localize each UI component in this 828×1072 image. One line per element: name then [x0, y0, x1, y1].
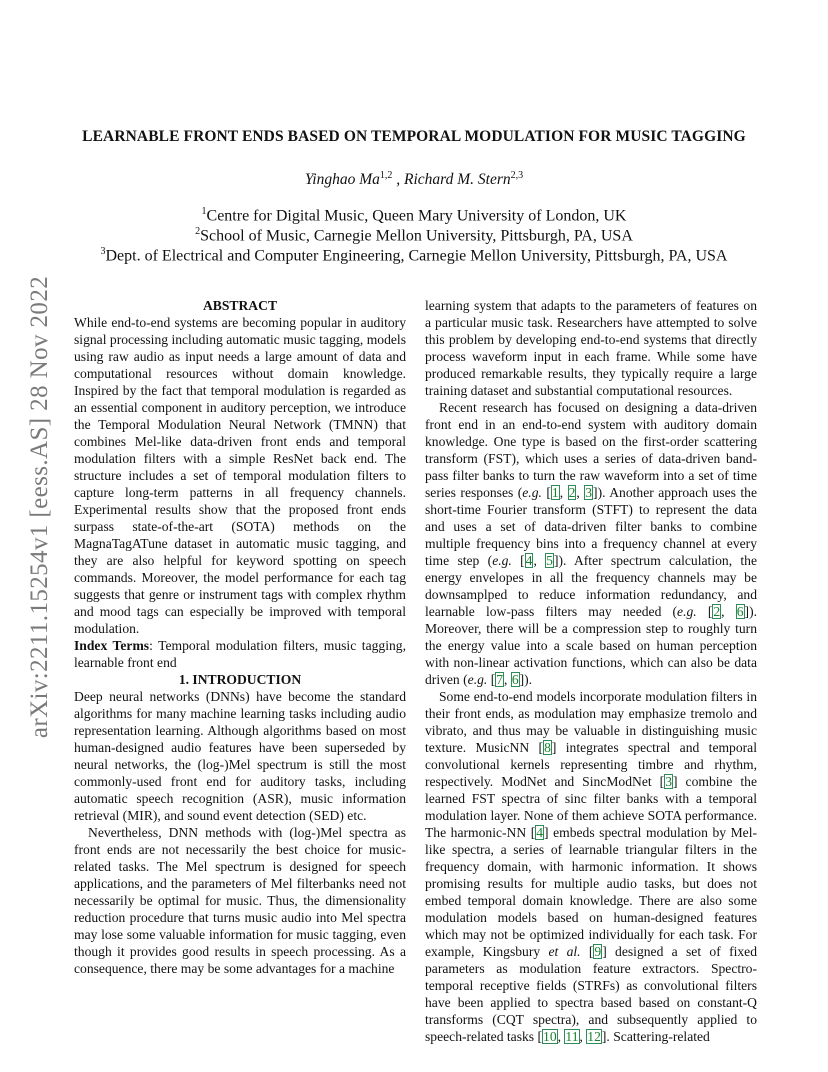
text-run: combine the learned FST spectra of sinc filter banks with a temporal modulation layer. None of them achieve SOTA performance. The harmonic-NN — [425, 774, 757, 840]
author-line — [60, 170, 768, 189]
right-paragraph-3: Some end-to-end models incorporate modulation filters in their front ends, as modulation may emphasize tremolo and vibrato, and thus may be valuable in distinguishing music texture. MusicNN [8] integrates spectral and temporal convolutional kernels representing timbre and rhythm, respectively. ModNet and SincModNet [3] combine the learned FST spectra of sinc filter banks with a temporal modulation layer. None of them achieve SOTA performance. The harmonic-NN [4] embeds spectral modulation by Mel-like spectra, a series of learnable triangular filters in the frequency domain, with harmonic information. It shows promising results for multiple audio tasks, but does not embed temporal domain knowledge. There are also some modulation models based on human-designed features which may not be optimized individually for each task. For example, Kingsbury et al. [9] designed a set of fixed parameters as modulation feature extractors. Spectro-temporal receptive fields (STRFs) as convolutional filters have been applied to spectra based based on constant-Q transforms (CQT spectra), and subsequently applied to speech-related tasks [10, 11, 12]. Scattering-related — [425, 689, 757, 1044]
citation-link[interactable]: 10 — [543, 1029, 557, 1044]
author-2: Richard M. Stern — [404, 171, 511, 189]
eg-italic: e.g. — [467, 672, 488, 687]
eg-italic: e.g. — [492, 553, 512, 568]
text-run: ). — [524, 672, 533, 687]
citation-link[interactable]: 3 — [665, 774, 672, 789]
text-run: Recent research has focused on designing a data-driven front end in an end-to-end system with auditory domain knowledge. One type is based on the first-order scattering transform (FST), which uses a series of data-driven band-pass filter banks to turn the raw waveform into a set of time series responses ( — [425, 400, 757, 500]
left-column — [74, 297, 406, 977]
citation-link[interactable]: 2 — [713, 604, 721, 619]
text-run: Some end-to-end models incorporate modulation filters in their front ends, as modulation may emphasize tremolo and vibrato, and thus may be valuable in distinguishing music texture. MusicNN — [425, 689, 757, 755]
citation-link[interactable]: 4 — [536, 825, 544, 840]
text-run: ). Moreover, there will be a compression step to roughly turn the energy value into a scale based on human perception with non-linear activation functions, which can also be data driven ( — [425, 604, 757, 687]
text-run: integrates spectral and temporal convolutional kernels representing timbre and rhythm, respectively. ModNet and SincModNet — [425, 740, 757, 789]
affiliation-1-text: Centre for Digital Music, Queen Mary University of London, UK — [206, 207, 627, 225]
affiliation-3 — [60, 246, 768, 265]
citation-link[interactable]: 7 — [496, 672, 504, 687]
citation-link[interactable]: 3 — [585, 485, 593, 500]
citation-link[interactable]: 9 — [594, 944, 602, 959]
affiliation-2-text: School of Music, Carnegie Mellon University, Pittsburgh, PA, USA — [200, 227, 633, 245]
index-terms-text: : Temporal modulation filters, music tagging, learnable front end — [74, 638, 406, 670]
citation-link[interactable]: 5 — [546, 553, 553, 568]
citation-link[interactable]: 6 — [511, 672, 519, 687]
citation-link[interactable]: 8 — [544, 740, 551, 755]
index-terms-label: Index Terms — [74, 638, 150, 653]
arxiv-id: arXiv:2211.15254v1 [eess.AS] 28 Nov 2022 — [26, 275, 53, 739]
index-terms — [74, 637, 406, 671]
etal-italic: et al. — [548, 944, 581, 959]
citation-link[interactable]: 2 — [568, 485, 576, 500]
author-2-affil: 2,3 — [510, 170, 524, 181]
affiliation-1-mark: 1 — [201, 206, 207, 217]
paper-title: LEARNABLE FRONT ENDS BASED ON TEMPORAL MODULATION FOR MUSIC TAGGING — [82, 128, 746, 145]
text-run: ). After spectrum calculation, the energy envelopes in all the frequency channels may be downsamplped to reduce information redundancy, and learnable low-pass filters may needed ( — [425, 553, 757, 619]
text-run: designed a set of fixed parameters as modulation feature extractors. Spectro-temporal receptive fields (STRFs) as convolutional filters have been applied to spectra based based on constant-Q transforms (CQT spectra), and subsequently applied to speech-related tasks — [425, 944, 757, 1044]
author-1-affil: 1,2 — [379, 170, 393, 181]
affiliation-3-mark: 3 — [100, 246, 106, 257]
eg-italic: e.g. — [677, 604, 697, 619]
eg-italic: e.g. — [522, 485, 542, 500]
text-run: . Scattering-related — [606, 1029, 710, 1044]
affiliation-1 — [60, 206, 768, 225]
abstract-heading: ABSTRACT — [202, 298, 278, 313]
arxiv-watermark — [22, 272, 58, 742]
author-1: Yinghao Ma — [304, 171, 380, 189]
author-separator: , — [392, 171, 405, 189]
citation-link[interactable]: 6 — [736, 604, 744, 619]
text-run: embeds spectral modulation by Mel-like spectra, a series of learnable triangular filters in the frequency domain, with harmonic information. It shows promising results for multiple audio tasks, but does not embed temporal domain knowledge. There are also some modulation models based on human-designed features which may not be optimized individually for each task. For example, Kingsbury — [425, 825, 757, 959]
citation-link[interactable]: 11 — [565, 1029, 579, 1044]
intro-paragraph-1: Deep neural networks (DNNs) have become the standard algorithms for many machine learning tasks including audio representation learning. Although algorithms based on most human-designed audio features have been superseded by neural networks, the (log-)Mel spectrum is still the most commonly-used front end for auditory tasks, including automatic speech recognition (ASR), music information retrieval (MIR), and sound event detection (SED) etc. — [74, 689, 406, 823]
right-paragraph-1: learning system that adapts to the parameters of features on a particular music task. Researchers have attempted to solve this problem by developing end-to-end systems that directly process waveform input in each frame. While some have produced remarkable results, they typically require a large training dataset and substantial computational resources. — [425, 298, 757, 398]
text-run: ). Another approach uses the short-time Fourier transform (STFT) to represent the data and uses a set of data-driven filter banks to combine multiple frequency bins into a frequency channel at every time step ( — [425, 485, 757, 568]
citation-link[interactable]: 12 — [587, 1029, 601, 1044]
right-column — [425, 297, 757, 1045]
citation-link[interactable]: 4 — [525, 553, 533, 568]
citation-link[interactable]: 1 — [551, 485, 559, 500]
affiliation-2 — [60, 226, 768, 245]
intro-paragraph-2: Nevertheless, DNN methods with (log-)Mel spectra as front ends are not necessarily the best choice for music-related tasks. The Mel spectrum is designed for speech applications, and the parameters of Mel filterbanks need not necessarily be optimal for music. Thus, the dimensionality reduction procedure that turns music audio into Mel spectra may lose some valuable information for music tagging, even though it provides good results in speech processing. As a consequence, there may be some advantages for a machine — [74, 825, 406, 976]
affiliation-3-text: Dept. of Electrical and Computer Engineering, Carnegie Mellon University, Pittsburgh, PA, USA — [105, 247, 728, 265]
affiliation-2-mark: 2 — [195, 226, 201, 237]
intro-heading: 1. INTRODUCTION — [178, 672, 302, 687]
abstract-text: While end-to-end systems are becoming popular in auditory signal processing including automatic music tagging, models using raw audio as input needs a large amount of data and computational resources without domain knowledge. Inspired by the fact that temporal modulation is regarded as an essential component in auditory perception, we introduce the Temporal Modulation Neural Network (TMNN) that combines Mel-like data-driven front ends and temporal modulation filters with a simple ResNet back end. The structure includes a set of temporal modulation filters to capture long-term patterns in all frequency channels. Experimental results show that the proposed front ends surpass state-of-the-art (SOTA) methods on the MagnaTagATune dataset in automatic music tagging, and they are also helpful for keyword spotting on speech commands. Moreover, the model performance for each tag suggests that genre or instrument tags with complex rhythm and mood tags can especially be improved with temporal modulation. — [74, 315, 406, 636]
right-paragraph-2: Recent research has focused on designing a data-driven front end in an end-to-end system with auditory domain knowledge. One type is based on the first-order scattering transform (FST), which uses a series of data-driven band-pass filter banks to turn the raw waveform into a set of time series responses (e.g. [1, 2, 3]). Another approach uses the short-time Fourier transform (STFT) to represent the data and uses a set of data-driven filter banks to combine multiple frequency bins into a frequency channel at every time step (e.g. [4, 5]). After spectrum calculation, the energy envelopes in all the frequency channels may be downsamplped to reduce information redundancy, and learnable low-pass filters may needed (e.g. [2, 6]). Moreover, there will be a compression step to roughly turn the energy value into a scale based on human perception with non-linear activation functions, which can also be data driven (e.g. [7, 6]). — [425, 400, 757, 687]
